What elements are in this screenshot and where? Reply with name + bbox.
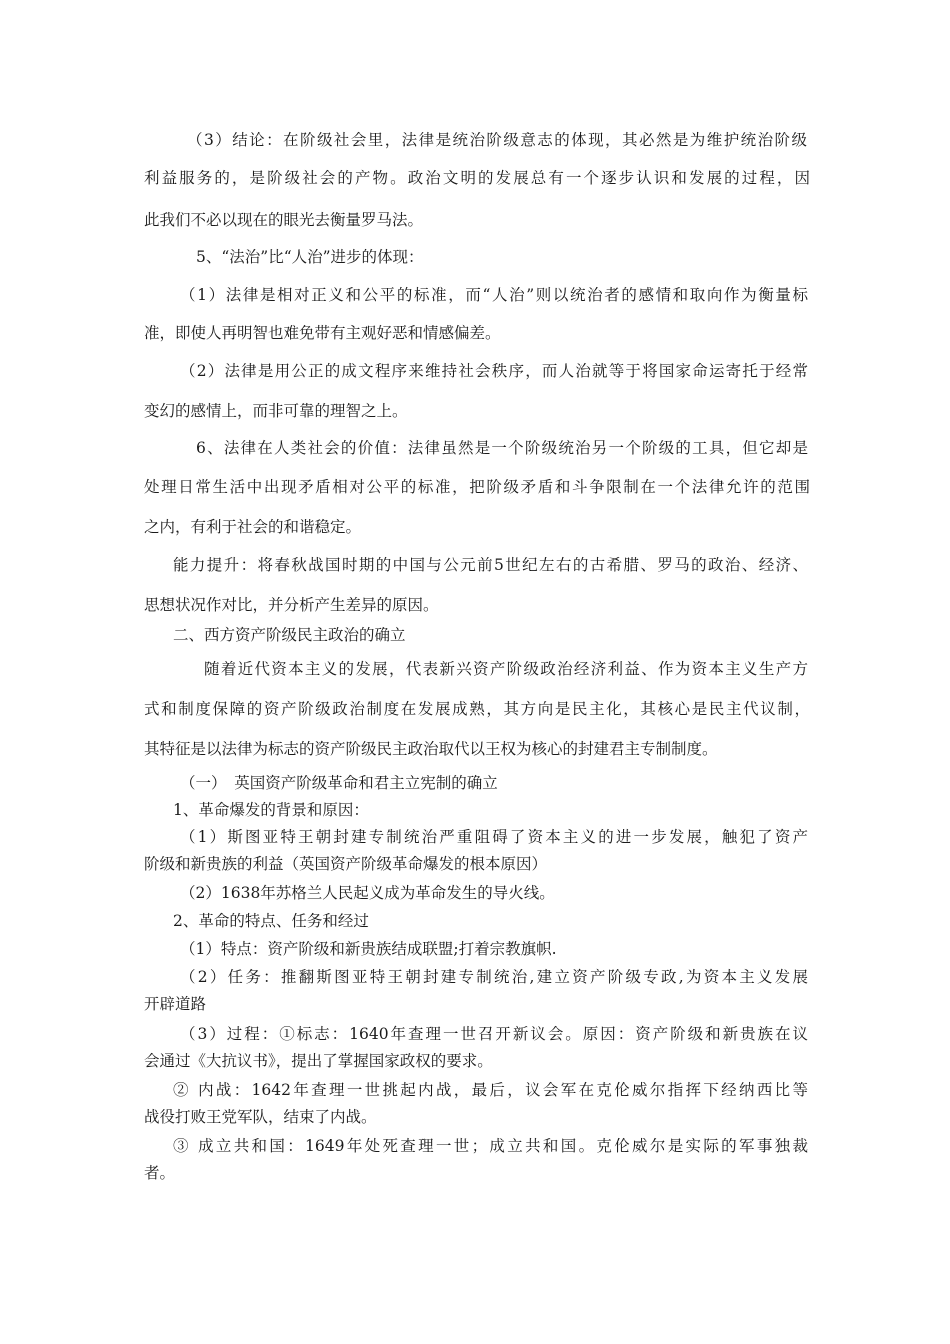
text-line: 1、革命爆发的背景和原因： — [173, 801, 369, 819]
text-line: （1）特点：资产阶级和新贵族结成联盟;打着宗教旗帜. — [180, 940, 557, 958]
text-line: ③ 成立共和国：1649年处死查理一世；成立共和国。克伦威尔是实际的军事独裁 — [173, 1137, 808, 1155]
text-line: （3）结论：在阶级社会里，法律是统治阶级意志的体现，其必然是为维护统治阶级 — [187, 131, 807, 149]
text-line: 之内，有利于社会的和谐稳定。 — [144, 518, 362, 536]
text-line: （1）法律是相对正义和公平的标准，而“人治”则以统治者的感情和取向作为衡量标 — [180, 286, 808, 304]
text-line: 处理日常生活中出现矛盾相对公平的标准，把阶级矛盾和斗争限制在一个法律允许的范围 — [144, 478, 810, 496]
text-line: 阶级和新贵族的利益（英国资产阶级革命爆发的根本原因） — [144, 855, 548, 873]
section-heading: 二、西方资产阶级民主政治的确立 — [173, 626, 406, 644]
text-line: 战役打败王党军队，结束了内战。 — [144, 1108, 377, 1126]
text-line: 者。 — [144, 1164, 176, 1182]
text-line: 5、“法治”比“人治”进步的体现： — [196, 248, 424, 266]
text-line: 能力提升：将春秋战国时期的中国与公元前5世纪左右的古希腊、罗马的政治、经济、 — [173, 556, 808, 574]
text-line: 随着近代资本主义的发展，代表新兴资产阶级政治经济利益、作为资本主义生产方 — [204, 660, 808, 678]
subsection-heading: （一） 英国资产阶级革命和君主立宪制的确立 — [180, 774, 498, 792]
text-line: 2、革命的特点、任务和经过 — [173, 912, 369, 930]
text-line: （2）任务：推翻斯图亚特王朝封建专制统治,建立资产阶级专政,为资本主义发展 — [180, 968, 808, 986]
text-line: 式和制度保障的资产阶级政治制度在发展成熟，其方向是民主化，其核心是民主代议制， — [144, 700, 810, 718]
text-line: 准，即使人再明智也难免带有主观好恶和情感偏差。 — [144, 324, 501, 342]
text-line: 此我们不必以现在的眼光去衡量罗马法。 — [144, 211, 424, 229]
text-line: （1）斯图亚特王朝封建专制统治严重阻碍了资本主义的进一步发展，触犯了资产 — [180, 828, 808, 846]
text-line: 6、法律在人类社会的价值：法律虽然是一个阶级统治另一个阶级的工具，但它却是 — [196, 439, 808, 457]
text-line: ② 内战：1642年查理一世挑起内战，最后，议会军在克伦威尔指挥下经纳西比等 — [173, 1081, 808, 1099]
text-line: （2）法律是用公正的成文程序来维持社会秩序，而人治就等于将国家命运寄托于经常 — [180, 362, 808, 380]
text-line: 会通过《大抗议书》，提出了掌握国家政权的要求。 — [144, 1052, 493, 1070]
text-line: 开辟道路 — [144, 995, 207, 1013]
text-line: 思想状况作对比，并分析产生差异的原因。 — [144, 596, 439, 614]
text-line: （2）1638年苏格兰人民起义成为革命发生的导火线。 — [180, 884, 555, 902]
text-line: 变幻的感情上，而非可靠的理智之上。 — [144, 402, 408, 420]
text-line: 利益服务的，是阶级社会的产物。政治文明的发展总有一个逐步认识和发展的过程，因 — [144, 169, 810, 187]
text-line: 其特征是以法律为标志的资产阶级民主政治取代以王权为核心的封建君主专制制度。 — [144, 740, 718, 758]
text-line: （3）过程：①标志：1640年查理一世召开新议会。原因：资产阶级和新贵族在议 — [180, 1025, 808, 1043]
